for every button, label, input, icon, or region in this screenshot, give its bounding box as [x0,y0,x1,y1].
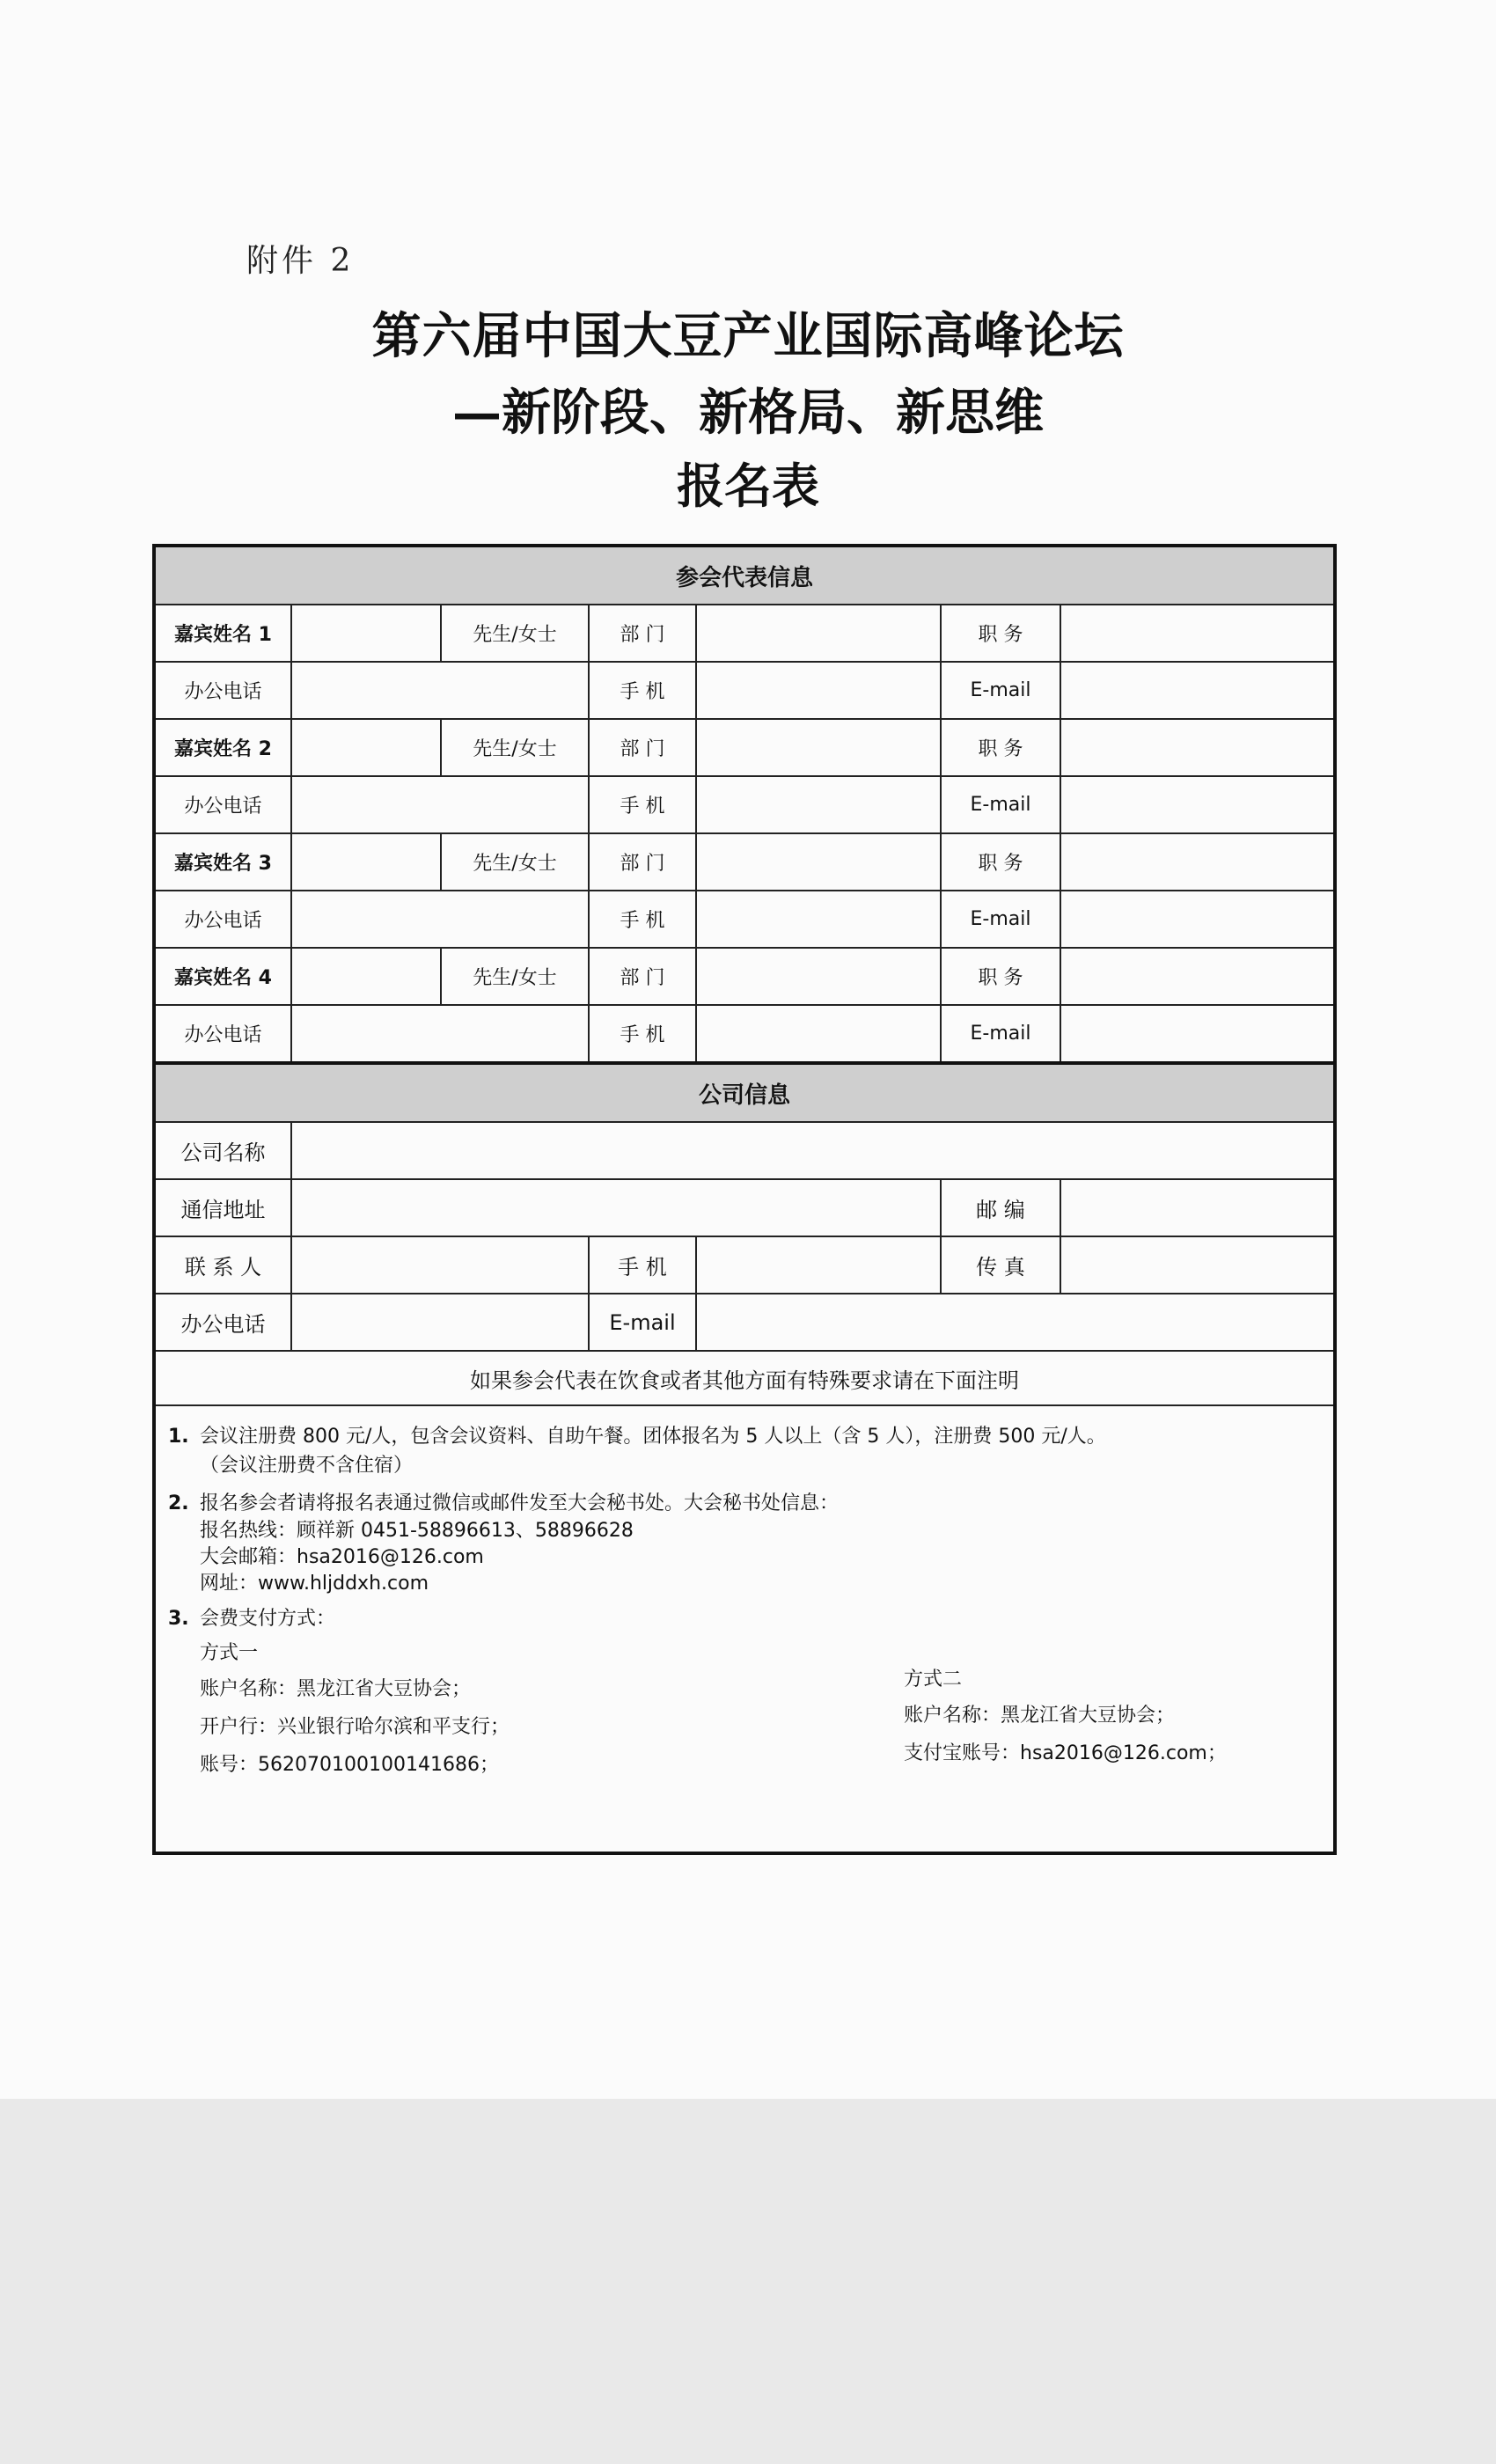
salutation-label: 先生/女士 [441,833,589,891]
payment-methods [168,1639,1321,1779]
note-1-continuation: （会议注册费不含住宿） [200,1455,414,1477]
company-office-phone-field[interactable] [291,1294,589,1351]
company-name-row [154,1122,1335,1179]
mobile-label: 手 机 [589,891,696,948]
note-text: 报名参会者请将报名表通过微信或邮件发至大会秘书处。大会秘书处信息： [200,1492,840,1514]
note-text: 会议注册费 800 元/人，包含会议资料、自助午餐。团体报名为 5 人以上（含 5 人），注册费 500 元/人。 [200,1426,1106,1448]
office-phone-label: 办公电话 [154,891,291,948]
contact-person-label: 联 系 人 [154,1236,291,1294]
email-label: E-mail [941,891,1060,948]
note-text: 会费支付方式： [200,1608,336,1630]
position-label: 职 务 [941,605,1060,662]
company-address-row [154,1179,1335,1236]
guest-name-field[interactable] [291,605,441,662]
guest-contact-row [154,1005,1335,1063]
guest-contact-row [154,776,1335,833]
section-title: 参会代表信息 [154,546,1335,605]
notes-cell[interactable] [154,1405,1335,1853]
hotline-text: 报名热线：顾祥新 0451-58896613、58896628 [200,1520,634,1542]
guest-name-label: 嘉宾姓名 1 [154,605,291,662]
company-email-field[interactable] [696,1294,1335,1351]
guest-name-label: 嘉宾姓名 4 [154,948,291,1005]
position-field[interactable] [1060,948,1335,1005]
mobile-field[interactable] [696,1005,941,1063]
guest-name-label: 嘉宾姓名 2 [154,719,291,776]
office-phone-label: 办公电话 [154,1005,291,1063]
guest-name-field[interactable] [291,833,441,891]
document-subtitle: —新阶段、新格局、新思维 [452,384,1044,442]
fax-field[interactable] [1060,1236,1335,1294]
email-field[interactable] [1060,776,1335,833]
company-phone-row [154,1294,1335,1351]
company-contact-row [154,1236,1335,1294]
position-field[interactable] [1060,719,1335,776]
account-number: 账号：562070100100141686； [200,1754,499,1776]
department-label: 部 门 [589,833,696,891]
email-label: E-mail [941,1005,1060,1063]
alipay-account: 支付宝账号：hsa2016@126.com； [904,1742,1227,1764]
payment-method-2 [904,1639,1227,1779]
position-label: 职 务 [941,833,1060,891]
special-request-row [154,1351,1335,1405]
company-name-field[interactable] [291,1122,1335,1179]
email-label: E-mail [941,776,1060,833]
email-field[interactable] [1060,662,1335,719]
position-field[interactable] [1060,833,1335,891]
position-label: 职 务 [941,948,1060,1005]
office-phone-label: 办公电话 [154,776,291,833]
position-field[interactable] [1060,605,1335,662]
section-title: 公司信息 [154,1063,1335,1122]
registration-table [152,544,1337,1855]
document-title: 第六届中国大豆产业国际高峰论坛 [371,307,1125,365]
department-field[interactable] [696,948,941,1005]
mobile-label: 手 机 [589,1005,696,1063]
postcode-field[interactable] [1060,1179,1335,1236]
method-title: 方式二 [904,1668,963,1690]
payment-method-1 [168,1639,904,1779]
email-label: E-mail [941,662,1060,719]
mobile-label: 手 机 [589,776,696,833]
guest-row [154,948,1335,1005]
guest-name-label: 嘉宾姓名 3 [154,833,291,891]
company-name-label: 公司名称 [154,1122,291,1179]
account-name: 账户名称：黑龙江省大豆协会； [200,1678,472,1700]
form-title: 报名表 [677,458,819,514]
method-title: 方式一 [200,1642,259,1664]
office-phone-field[interactable] [291,776,589,833]
department-label: 部 门 [589,605,696,662]
note-number: 1. [168,1426,189,1448]
position-label: 职 务 [941,719,1060,776]
guest-name-field[interactable] [291,948,441,1005]
company-email-label: E-mail [589,1294,696,1351]
attachment-label: 附件 2 [246,243,355,279]
department-field[interactable] [696,605,941,662]
mobile-field[interactable] [696,891,941,948]
office-phone-label: 办公电话 [154,662,291,719]
delegate-section-header [154,546,1335,605]
note-1 [168,1422,1321,1451]
notes-row [154,1405,1335,1853]
mobile-field[interactable] [696,776,941,833]
department-field[interactable] [696,833,941,891]
note-3 [168,1604,1321,1633]
mobile-label: 手 机 [589,662,696,719]
note-number: 2. [168,1492,189,1514]
company-mobile-label: 手 机 [589,1236,696,1294]
guest-row [154,833,1335,891]
guest-contact-row [154,891,1335,948]
salutation-label: 先生/女士 [441,605,589,662]
bank-name: 开户行：兴业银行哈尔滨和平支行； [200,1716,510,1738]
postcode-label: 邮 编 [941,1179,1060,1236]
email-text: 大会邮箱：hsa2016@126.com [200,1546,484,1568]
guest-row [154,719,1335,776]
fax-label: 传 真 [941,1236,1060,1294]
company-office-phone-label: 办公电话 [154,1294,291,1351]
special-request-text: 如果参会代表在饮食或者其他方面有特殊要求请在下面注明 [154,1351,1335,1405]
contact-person-field[interactable] [291,1236,589,1294]
guest-name-field[interactable] [291,719,441,776]
salutation-label: 先生/女士 [441,948,589,1005]
department-label: 部 门 [589,719,696,776]
department-label: 部 门 [589,948,696,1005]
department-field[interactable] [696,719,941,776]
office-phone-field[interactable] [291,891,589,948]
office-phone-field[interactable] [291,1005,589,1063]
email-field[interactable] [1060,1005,1335,1063]
email-field[interactable] [1060,891,1335,948]
guest-row [154,605,1335,662]
website-text: 网址：www.hljddxh.com [200,1573,429,1595]
salutation-label: 先生/女士 [441,719,589,776]
address-label: 通信地址 [154,1179,291,1236]
office-phone-field[interactable] [291,662,589,719]
note-number: 3. [168,1608,189,1630]
company-mobile-field[interactable] [696,1236,941,1294]
guest-contact-row [154,662,1335,719]
address-field[interactable] [291,1179,941,1236]
company-section-header [154,1063,1335,1122]
mobile-field[interactable] [696,662,941,719]
account-name: 账户名称：黑龙江省大豆协会； [904,1705,1176,1727]
note-2 [168,1489,1321,1518]
